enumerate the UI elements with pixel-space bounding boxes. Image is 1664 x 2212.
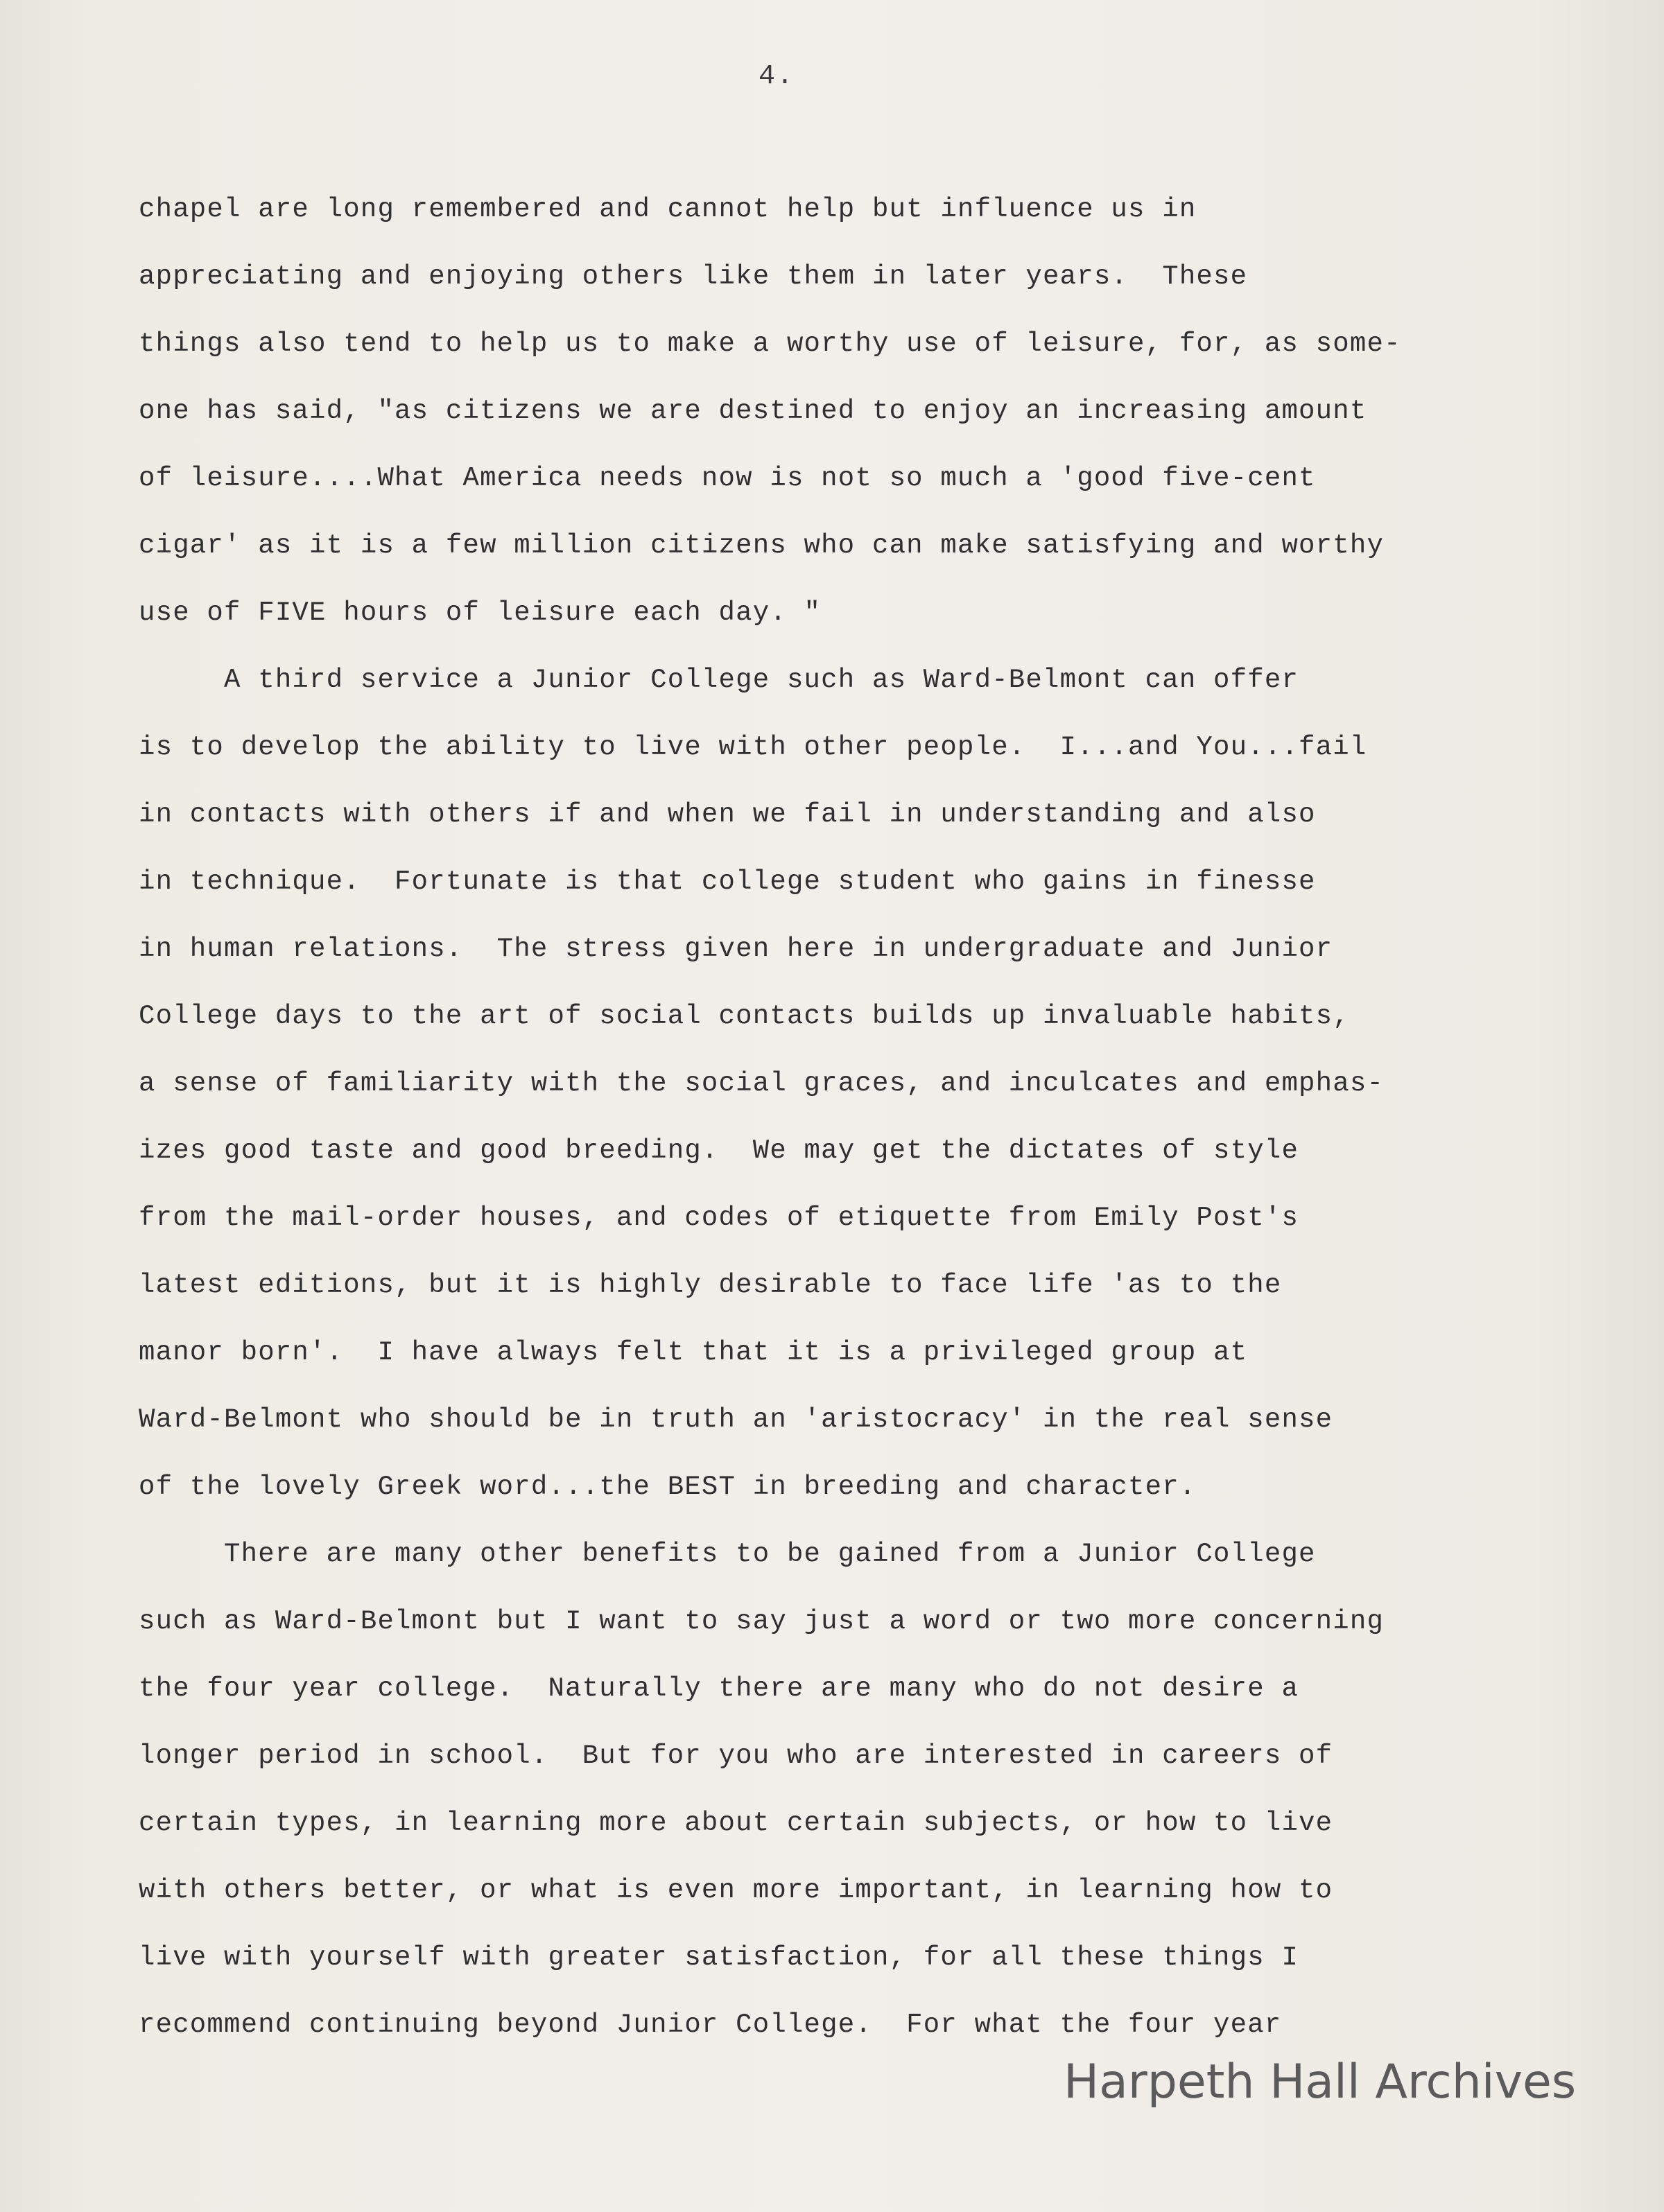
text-line-3: things also tend to help us to make a worthy use of leisure, for, as some-: [139, 329, 1401, 359]
archive-watermark: Harpeth Hall Archives: [1064, 2055, 1577, 2109]
text-line-10: in contacts with others if and when we fail in understanding and also: [139, 799, 1316, 830]
text-line-2: appreciating and enjoying others like them in later years. These: [139, 261, 1248, 292]
text-line-19: Ward-Belmont who should be in truth an 'aristocracy' in the real sense: [139, 1404, 1333, 1435]
text-line-26: with others better, or what is even more important, in learning how to: [139, 1875, 1333, 1906]
text-line-23: the four year college. Naturally there are many who do not desire a: [139, 1673, 1299, 1704]
text-line-4: one has said, "as citizens we are destined to enjoy an increasing amount: [139, 396, 1367, 426]
text-line-1: chapel are long remembered and cannot help but influence us in: [139, 194, 1197, 225]
text-line-22: such as Ward-Belmont but I want to say just a word or two more concerning: [139, 1606, 1385, 1637]
text-line-15: izes good taste and good breeding. We may get the dictates of style: [139, 1135, 1299, 1166]
text-line-12: in human relations. The stress given here in undergraduate and Junior: [139, 934, 1333, 964]
text-line-21: There are many other benefits to be gained from a Junior College: [139, 1539, 1316, 1569]
text-line-9: is to develop the ability to live with other people. I...and You...fail: [139, 732, 1367, 763]
text-line-5: of leisure....What America needs now is not so much a 'good five-cent: [139, 463, 1316, 494]
text-line-27: live with yourself with greater satisfaction, for all these things I: [139, 1942, 1299, 1973]
text-line-11: in technique. Fortunate is that college student who gains in finesse: [139, 866, 1316, 897]
text-line-14: a sense of familiarity with the social graces, and inculcates and emphas-: [139, 1068, 1385, 1099]
text-line-13: College days to the art of social contacts builds up invaluable habits,: [139, 1001, 1350, 1031]
page-number: 4.: [759, 61, 795, 92]
text-line-18: manor born'. I have always felt that it is a privileged group at: [139, 1337, 1248, 1368]
text-line-7: use of FIVE hours of leisure each day. ": [139, 598, 822, 628]
text-line-25: certain types, in learning more about certain subjects, or how to live: [139, 1808, 1333, 1838]
text-line-8: A third service a Junior College such as Ward-Belmont can offer: [139, 665, 1299, 695]
text-line-28: recommend continuing beyond Junior College. For what the four year: [139, 2010, 1282, 2040]
text-line-17: latest editions, but it is highly desirable to face life 'as to the: [139, 1270, 1282, 1300]
text-line-6: cigar' as it is a few million citizens who can make satisfying and worthy: [139, 530, 1385, 561]
text-line-24: longer period in school. But for you who are interested in careers of: [139, 1741, 1333, 1771]
text-line-16: from the mail-order houses, and codes of etiquette from Emily Post's: [139, 1203, 1299, 1233]
text-line-20: of the lovely Greek word...the BEST in breeding and character.: [139, 1472, 1197, 1502]
